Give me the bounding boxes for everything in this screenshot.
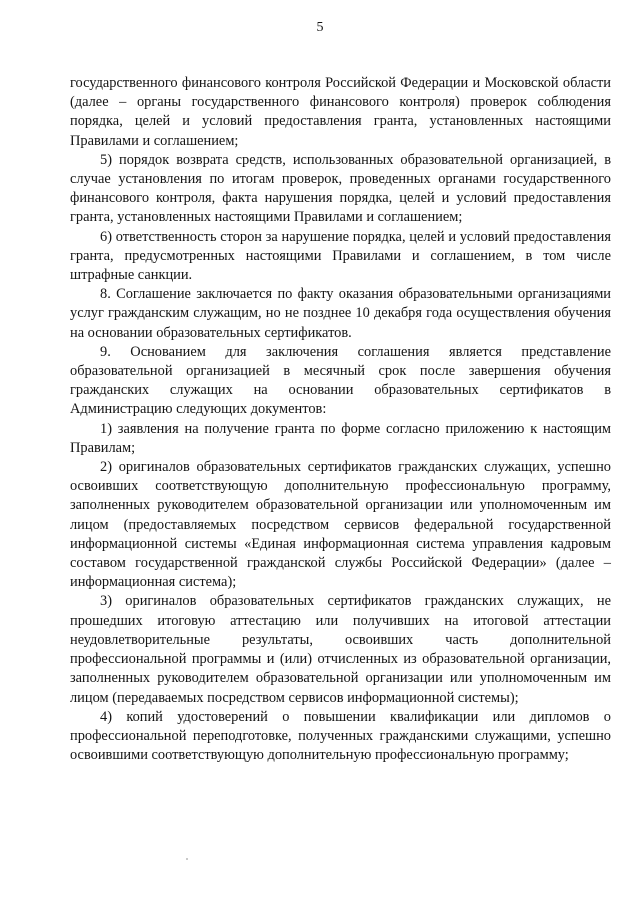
- paragraph-document-1: 1) заявления на получение гранта по форме согласно приложению к настоящим Правилам;: [70, 420, 611, 456]
- paragraph-clause-8: 8. Соглашение заключается по факту оказания образовательными организациями услуг гражданским служащим, но не позднее 10 декабря года осуществления обучения на основании образовательных сертификатов.: [70, 286, 611, 341]
- page-number: 5: [316, 20, 324, 35]
- paragraph-document-4: 4) копий удостоверений о повышении квалификации или дипломов о профессиональной переподготовке, полученных гражданскими служащими, успешно освоившими соответствующую дополнительную профессиональную программу;: [70, 708, 611, 764]
- paragraph-item-5: 5) порядок возврата средств, использованных образовательной организацией, в случае установления по итогам проверок, проведенных органами государственного финансового контроля, факта нарушения порядка, целей и условий предоставления гранта, установленных настоящими Правилами и соглашением;: [70, 151, 611, 226]
- paragraph-continuation: государственного финансового контроля Российской Федерации и Московской области (далее – органы государственного финансового контроля) проверок соблюдения порядка, целей и условий предоставления гранта, установленных настоящими Правилами и соглашением;: [70, 75, 611, 149]
- paragraph-document-2: 2) оригиналов образовательных сертификатов гражданских служащих, успешно освоивших соответствующую дополнительную профессиональную программу, заполненных руководителем образовательной организации или уполномоченным им лицом (предоставляемых посредством сервисов федеральной государственной информационной системы «Единая информационная система управления кадровым составом государственной гражданской службы Российской Федерации» (далее – информационная система);: [70, 459, 611, 591]
- scan-artifact: [186, 858, 188, 860]
- document-body: [70, 74, 611, 765]
- paragraph-item-6: 6) ответственность сторон за нарушение порядка, целей и условий предоставления гранта, предусмотренных настоящими Правилами и соглашением, в том числе штрафные санкции.: [70, 228, 611, 284]
- paragraph-document-3: 3) оригиналов образовательных сертификатов гражданских служащих, не прошедших итоговую аттестацию или получивших на итоговой аттестации неудовлетворительные результаты, освоивших часть дополнительной профессиональной программы и (или) отчисленных из образовательной организации, заполненных руководителем образовательной организации или уполномоченным им лицом (передаваемых посредством сервисов информационной системы);: [70, 593, 611, 706]
- paragraph-clause-9: 9. Основанием для заключения соглашения является представление образовательной организацией в месячный срок после завершения обучения гражданских служащих на основании образовательных сертификатов в Администрацию следующих документов:: [70, 343, 611, 418]
